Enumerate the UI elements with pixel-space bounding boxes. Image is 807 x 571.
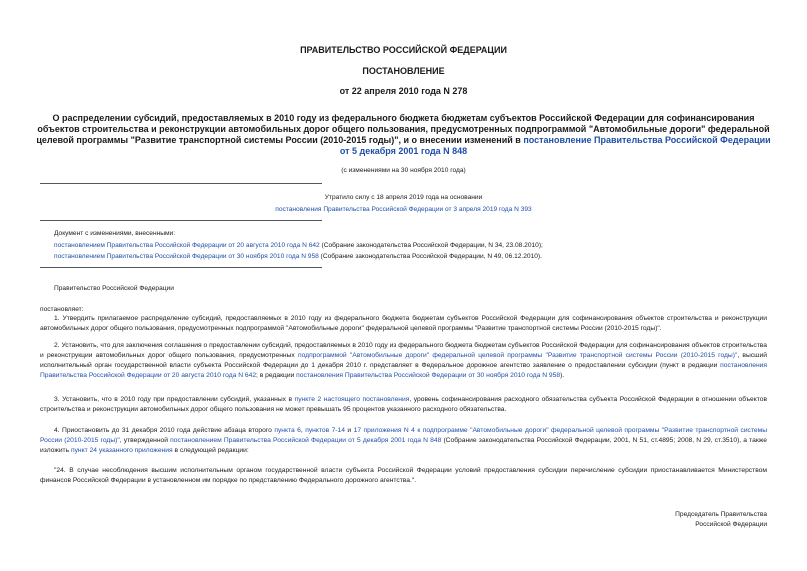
subprogram-link[interactable]: подпрограммой "Автомобильные дороги" федеральной целевой программы "Развитие транспортной системы России (2010-2015 годы)" (297, 352, 738, 359)
amendments-intro: Документ с изменениями, внесенными: (54, 230, 176, 237)
resolves: постановляет: (40, 306, 84, 313)
resolution-642-link[interactable]: постановления Правительства Российской Федерации от 20 августа 2010 года N 642 (40, 362, 767, 379)
title-link[interactable]: постановление Правительства Российской Федерации от 5 декабря 2001 года N 848 (339, 135, 771, 156)
document-date-number: от 22 апреля 2010 года N 278 (339, 86, 468, 96)
divider (40, 267, 322, 268)
signature-org: Российской Федерации (695, 521, 767, 528)
divider (40, 183, 322, 184)
divider (40, 220, 322, 221)
resolution-848-link[interactable]: постановлением Правительства Российской Федерации от 5 декабря 2001 года N 848 (170, 437, 442, 444)
changes-note: (с изменениями на 30 ноября 2010 года) (341, 167, 466, 174)
paragraph-1: 1. Утвердить прилагаемое распределение субсидий, предоставляемых в 2010 году из федерального бюджета бюджетам субъектов Российской Федерации для софинансирования объектов строительства и реконструкции автомобильных дорог общего пользования, предусмотренных подпрограммой "Автомобильные дороги" федеральной целевой программы "Развитие транспортной системы России (2010-2015 годы)". (40, 315, 767, 332)
amendment-item (54, 253, 542, 262)
amendment-source: (Собрание законодательства Российской Федерации, N 34, 23.08.2010); (319, 242, 543, 249)
paragraph-4: 4. Приостановить до 31 декабря 2010 года действие абзаца второго пункта 6, пунктов 7-14 и 17 приложения N 4 к подпрограмме "Автомобильные дороги" федеральной целевой программы "Развитие транспортной системы России (2010-2015 годы)", утвержденной постановлением Правительства Российской Федерации от 5 декабря 2001 года N 848 (Собрание законодательства Российской Федерации, 2001, N 51, ст.4895; 2008, N 29, ст.3510), а также изложить пункт 24 указанного приложения в следующей редакции: (40, 427, 768, 454)
appendix-4-link[interactable]: 17 приложения N 4 к подпрограмме "Автомобильные дороги" федеральной целевой программы "Развитие транспортной системы России (2010-2015 годы)" (40, 427, 768, 444)
expired-line: Утратило силу с 18 апреля 2019 года на основании (324, 194, 483, 201)
amendment-link[interactable]: постановлением Правительства Российской Федерации от 30 ноября 2010 года N 958 (54, 253, 319, 260)
document-title (36, 113, 771, 157)
resolution-958-link[interactable]: постановления Правительства Российской Федерации от 30 ноября 2010 года N 958 (296, 372, 561, 379)
title-text: О распределении субсидий, предоставляемых в 2010 году из федерального бюджета бюджетам субъектов Российской Федерации для софинансирования объектов строительства и реконструкции автомобильных дорог общего пользования, предусмотренных подпрограммой "Автомобильные дороги" федеральной целевой программы "Развитие транспортной системы России (2010-2015 годы)", и о внесении изменений в (36, 113, 770, 145)
point-6-link[interactable]: пункта 6 (274, 427, 301, 434)
paragraph-2: 2. Установить, что для заключения соглашения о предоставлении субсидий, предоставляемых в 2010 году из федерального бюджета бюджетам субъектов Российской Федерации для софинансирования объектов строительства и реконструкции автомобильных дорог общего пользования, предусмотренных подпрограммой "Автомобильные дороги" федеральной целевой программы "Развитие транспортной системы России (2010-2015 годы)", высший исполнительный орган государственной власти субъекта Российской Федерации до 1 декабря 2010 г. представляет в Федеральное дорожное агентство заявление о предоставлении субсидии (пункт в редакции постановления Правительства Российской Федерации от 20 августа 2010 года N 642; в редакции постановления Правительства Российской Федерации от 30 ноября 2010 года N 958). (40, 342, 767, 379)
expired-link[interactable]: постановления Правительства Российской Федерации от 3 апреля 2019 года N 393 (275, 206, 532, 213)
government-heading: ПРАВИТЕЛЬСТВО РОССИЙСКОЙ ФЕДЕРАЦИИ (300, 45, 507, 55)
signature-title: Председатель Правительства (675, 511, 767, 518)
amendment-item (54, 242, 543, 251)
amendment-link[interactable]: постановлением Правительства Российской Федерации от 20 августа 2010 года N 642 (54, 242, 320, 249)
issuer: Правительство Российской Федерации (54, 285, 174, 292)
points-7-14-link[interactable]: пунктов 7-14 (305, 427, 345, 434)
point-24-link[interactable]: пункт 24 указанного приложения (70, 447, 173, 454)
document-type: ПОСТАНОВЛЕНИЕ (362, 66, 445, 76)
amendment-source: (Собрание законодательства Российской Федерации, N 49, 06.12.2010). (318, 253, 542, 260)
point-2-link[interactable]: пункте 2 настоящего постановления (294, 396, 410, 403)
quoted-point-24: "24. В случае несоблюдения высшим исполнительным органом государственной власти субъекта Российской Федерации условий предоставления субсидии перечисление субсидии приостанавливается Министерством финансов Российской Федерации в установленном им порядке по представлению Федерального дорожного агентства.". (40, 467, 767, 484)
paragraph-3: 3. Установить, что в 2010 году при предоставлении субсидий, указанных в пункте 2 настоящего постановления, уровень софинансирования расходного обязательства субъекта Российской Федерации в отношении объектов строительства и реконструкции автомобильных дорог общего пользования не может превышать 95 процентов указанного расходного обязательства. (40, 396, 767, 413)
